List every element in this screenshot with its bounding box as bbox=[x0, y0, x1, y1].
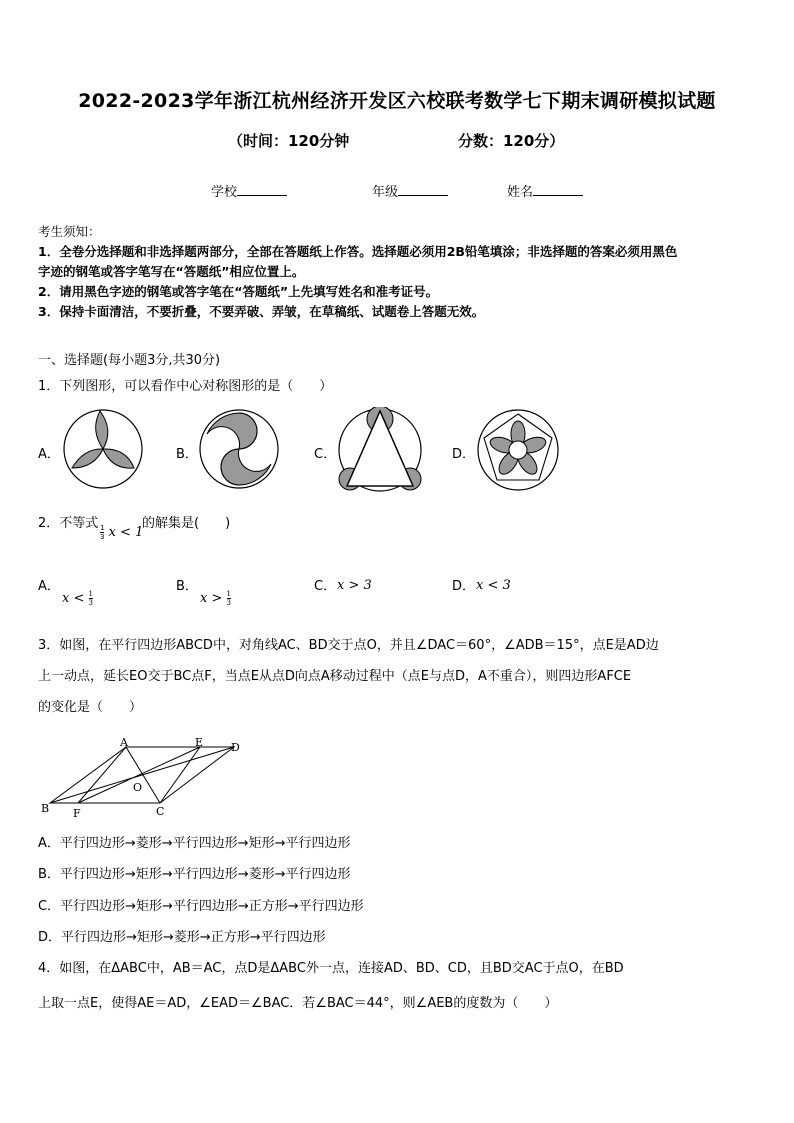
q2-ineq: x < 1 bbox=[108, 525, 144, 540]
q3-option-d[interactable]: D．平行四边形→矩形→菱形→正方形→平行四边形 bbox=[38, 930, 326, 945]
q4-line-1: 4．如图，在ΔABC中，AB＝AC，点D是ΔABC外一点，连接AD、BD、CD，且BD交AC于点O，在BD bbox=[38, 961, 624, 976]
q4-line-2: 上取一点E，使得AE＝AD，∠EAD＝∠BAC．若∠BAC＝44°，则∠AEB的度数为（ ） bbox=[38, 996, 558, 1011]
q2-option-c[interactable]: x > 3 bbox=[337, 578, 372, 593]
q1-option-d-label: D． bbox=[452, 447, 476, 462]
notice-item-1a: 1．全卷分选择题和非选择题两部分，全部在答题纸上作答。选择题必须用2B铅笔填涂；非选择题的答案必须用黑色 bbox=[38, 244, 678, 259]
q3-label-f: F bbox=[73, 807, 81, 819]
q1-figure-a[interactable] bbox=[62, 408, 144, 490]
q2-b-den: 3 bbox=[226, 599, 231, 607]
q3-label-a: A bbox=[120, 737, 128, 749]
notice-block bbox=[38, 222, 677, 322]
q2-inequality bbox=[100, 524, 143, 541]
q3-figure bbox=[38, 737, 258, 819]
q2-option-d-label: D． bbox=[452, 579, 476, 594]
q3-label-d: D bbox=[231, 741, 240, 754]
q3-label-e: E bbox=[195, 737, 204, 749]
q2-fraction bbox=[100, 524, 104, 541]
q3-option-a[interactable]: A．平行四边形→菱形→平行四边形→矩形→平行四边形 bbox=[38, 836, 351, 851]
notice-item-1b: 字迹的钢笔或答字笔写在“答题纸”相应位置上。 bbox=[38, 264, 305, 279]
q3-option-c[interactable]: C．平行四边形→矩形→平行四边形→正方形→平行四边形 bbox=[38, 899, 364, 914]
exam-score: 分数：120分） bbox=[458, 132, 565, 150]
q1-option-c-label: C． bbox=[314, 447, 337, 462]
q2-option-d[interactable]: x < 3 bbox=[476, 578, 511, 593]
section-heading: 一、选择题(每小题3分,共30分) bbox=[38, 353, 221, 368]
notice-item-2: 2．请用黑色字迹的钢笔或答字笔在“答题纸”上先填写姓名和准考证号。 bbox=[38, 284, 439, 299]
q1-option-b-label: B． bbox=[176, 447, 198, 462]
q2-option-b-expr: x > bbox=[200, 591, 223, 606]
school-blank[interactable] bbox=[237, 183, 287, 196]
q3-label-c: C bbox=[156, 805, 165, 818]
name-blank[interactable] bbox=[533, 183, 583, 196]
q2-option-a[interactable] bbox=[62, 590, 93, 607]
q2-a-num: 1 bbox=[88, 590, 93, 598]
q2-option-a-label: A． bbox=[38, 579, 60, 594]
q1-stem: 1．下列图形，可以看作中心对称图形的是（ ） bbox=[38, 379, 333, 394]
q2-option-a-frac bbox=[89, 590, 93, 607]
q3-label-o: O bbox=[133, 781, 143, 794]
grade-blank[interactable] bbox=[398, 183, 448, 196]
q2-option-c-label: C． bbox=[314, 579, 337, 594]
notice-item-3: 3．保持卡面清洁，不要折叠，不要弄破、弄皱，在草稿纸、试题卷上答题无效。 bbox=[38, 304, 485, 319]
grade-field bbox=[372, 181, 448, 200]
q2-option-a-expr: x < bbox=[62, 591, 85, 606]
grade-label: 年级 bbox=[372, 185, 399, 200]
q2-frac-den: 3 bbox=[100, 533, 105, 541]
q1-option-a-label: A． bbox=[38, 447, 60, 462]
q2-option-b[interactable] bbox=[200, 590, 231, 607]
notice-heading: 考生须知： bbox=[38, 224, 101, 239]
page-title: 2022-2023学年浙江杭州经济开发区六校联考数学七下期末调研模拟试题 bbox=[78, 90, 716, 112]
q3-option-b[interactable]: B．平行四边形→矩形→平行四边形→菱形→平行四边形 bbox=[38, 867, 351, 882]
q1-figure-d[interactable] bbox=[476, 408, 560, 492]
name-field bbox=[507, 181, 583, 200]
q2-b-num: 1 bbox=[226, 590, 231, 598]
exam-time: （时间：120分钟 bbox=[228, 132, 350, 150]
q2-option-b-frac bbox=[227, 590, 231, 607]
q2-option-b-label: B． bbox=[176, 579, 198, 594]
q3-line-3: 的变化是（ ） bbox=[38, 700, 143, 715]
school-label: 学校 bbox=[211, 185, 238, 200]
q3-label-b: B bbox=[41, 802, 50, 815]
q2-frac-num: 1 bbox=[100, 524, 105, 532]
q2-stem-a: 2．不等式 bbox=[38, 516, 99, 531]
name-label: 姓名 bbox=[507, 185, 534, 200]
school-field bbox=[211, 181, 287, 200]
q2-stem-b: 的解集是( ) bbox=[142, 516, 231, 531]
q3-line-2: 上一动点，延长EO交于BC点F，当点E从点D向点A移动过程中（点E与点D，A不重合），则四边形AFCE bbox=[38, 669, 632, 684]
q1-figure-b[interactable] bbox=[198, 408, 280, 490]
q2-a-den: 3 bbox=[88, 599, 93, 607]
q1-figure-c[interactable] bbox=[337, 407, 423, 493]
q3-line-1: 3．如图，在平行四边形ABCD中，对角线AC、BD交于点O，并且∠DAC＝60°，∠ADB＝15°，点E是AD边 bbox=[38, 638, 659, 653]
